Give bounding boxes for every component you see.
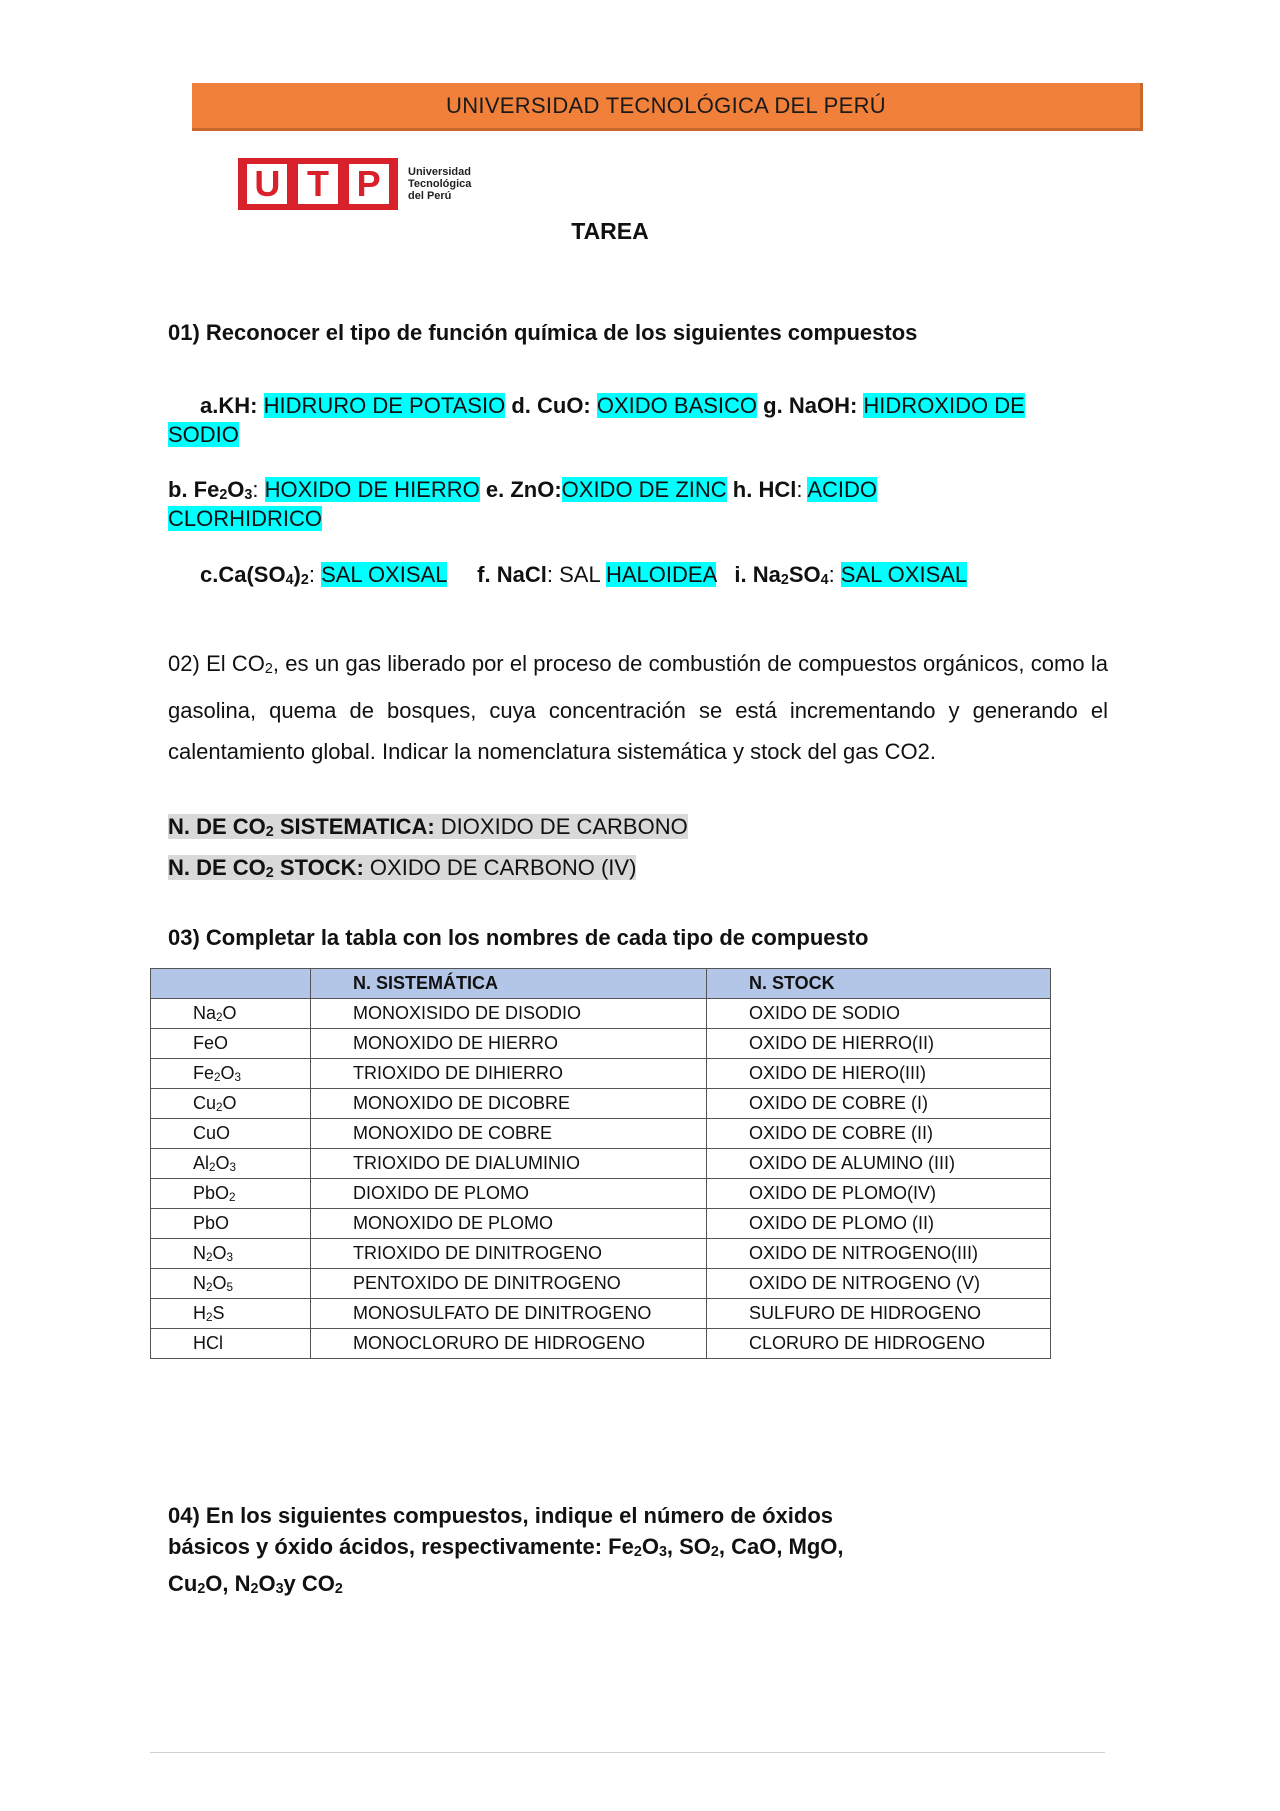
q4-line: básicos y óxido ácidos, respectivamente: $Fe_2O_3$, $SO_2$, CaO, MgO,	[168, 1534, 844, 1561]
sistematica-cell: MONOXISIDO DE DISODIO	[311, 999, 707, 1029]
q1-c-answer: SAL OXISAL	[321, 562, 447, 587]
logo-mark	[238, 158, 398, 210]
table-row	[151, 1179, 1051, 1209]
stock-cell: OXIDO DE HIERRO(II)	[707, 1029, 1051, 1059]
table-row	[151, 1059, 1051, 1089]
q1-heading: 01) Reconocer el tipo de función química de los siguientes compuestos	[168, 320, 918, 345]
q4-line: $Cu_2O$, $N_2O_3y$ $CO_2$	[168, 1571, 343, 1598]
q1-row-1	[200, 391, 1025, 420]
logo-letter-p: P	[349, 164, 389, 204]
q1-i-label: i. $Na_2SO_4$	[734, 562, 829, 589]
stock-cell: OXIDO DE SODIO	[707, 999, 1051, 1029]
q2-sistematica	[168, 812, 688, 847]
header-title: UNIVERSIDAD TECNOLÓGICA DEL PERÚ	[446, 92, 886, 118]
formula-cell: $N_2O_5$	[151, 1269, 311, 1299]
q2-paragraph: 02) El $CO_2$, es un gas liberado por el proceso de combustión de compuestos orgánicos, como la gasolina, quema de bosques, cuya concentración se está incrementando y generando el calentamiento global. Indicar la nomenclatura sistemática y stock del gas CO2.	[168, 651, 1108, 765]
q4-line: 04) En los siguientes compuestos, indique el número de óxidos	[168, 1503, 834, 1528]
table-header-sistematica: N. SISTEMÁTICA	[311, 969, 707, 999]
stock-cell: OXIDO DE NITROGENO (V)	[707, 1269, 1051, 1299]
q1-row-1-wrap	[168, 420, 239, 449]
q1-h-answer: ACIDO	[807, 477, 878, 502]
q1-i-answer: SAL OXISAL	[840, 562, 968, 587]
table-row	[151, 1149, 1051, 1179]
q2-sis-value: DIOXIDO DE CARBONO	[440, 814, 688, 839]
university-header	[192, 83, 1143, 131]
table-row	[151, 1119, 1051, 1149]
q1-d-label: d. CuO:	[511, 393, 591, 418]
formula-cell: FeO	[151, 1029, 311, 1059]
logo-text-line: del Perú	[408, 190, 452, 202]
sistematica-cell: TRIOXIDO DE DINITROGENO	[311, 1239, 707, 1269]
q1-f-plain: SAL	[559, 562, 600, 587]
q1-e-answer: OXIDO DE ZINC	[561, 477, 727, 502]
q1-c-label: $c.Ca(SO_4)_2$	[200, 562, 309, 589]
table-header-formula	[151, 969, 311, 999]
stock-cell: OXIDO DE NITROGENO(III)	[707, 1239, 1051, 1269]
stock-cell: CLORURO DE HIDROGENO	[707, 1329, 1051, 1359]
formula-cell: $Cu_2O$	[151, 1089, 311, 1119]
formula-cell: PbO	[151, 1209, 311, 1239]
q1-row-2-wrap	[168, 504, 322, 533]
q1-b-label: b. $Fe_2O_3$	[168, 477, 253, 504]
q1-g-answer: HIDROXIDO DE	[863, 393, 1025, 418]
q1-d-answer: OXIDO BASICO	[596, 393, 758, 418]
sistematica-cell: DIOXIDO DE PLOMO	[311, 1179, 707, 1209]
formula-cell: $Fe_2O_3$	[151, 1059, 311, 1089]
q2-stock-label: N. DE $CO_2$ STOCK:	[168, 855, 364, 882]
stock-cell: SULFURO DE HIDROGENO	[707, 1299, 1051, 1329]
q1-e-label: e. ZnO:	[485, 477, 562, 502]
sistematica-cell: TRIOXIDO DE DIALUMINIO	[311, 1149, 707, 1179]
stock-cell: OXIDO DE ALUMINO (III)	[707, 1149, 1051, 1179]
sistematica-cell: PENTOXIDO DE DINITROGENO	[311, 1269, 707, 1299]
table-row	[151, 1029, 1051, 1059]
sistematica-cell: MONOSULFATO DE DINITROGENO	[311, 1299, 707, 1329]
q2-stock	[168, 853, 636, 888]
footer-divider	[150, 1752, 1105, 1753]
sistematica-cell: MONOXIDO DE PLOMO	[311, 1209, 707, 1239]
formula-cell: $N_2O_3$	[151, 1239, 311, 1269]
sistematica-cell: MONOCLORURO DE HIDROGENO	[311, 1329, 707, 1359]
formula-cell: PbO$_2$	[151, 1179, 311, 1209]
sistematica-cell: MONOXIDO DE DICOBRE	[311, 1089, 707, 1119]
table-row	[151, 1269, 1051, 1299]
table-row	[151, 1239, 1051, 1269]
q1-h-label: h. HCl	[732, 477, 797, 502]
q1-f-answer: HALOIDEA	[606, 562, 717, 587]
oxide-table	[150, 968, 1051, 1359]
q2-sis-label: N. DE $CO_2$ SISTEMATICA:	[168, 814, 435, 841]
q1-h-answer-cont: CLORHIDRICO	[168, 506, 323, 531]
table-row	[151, 1299, 1051, 1329]
formula-cell: $Al_2O_3$	[151, 1149, 311, 1179]
formula-cell: $Na_2O$	[151, 999, 311, 1029]
sistematica-cell: MONOXIDO DE HIERRO	[311, 1029, 707, 1059]
stock-cell: OXIDO DE HIERO(III)	[707, 1059, 1051, 1089]
table-row	[151, 1209, 1051, 1239]
logo-text-line: Universidad	[408, 166, 471, 178]
stock-cell: OXIDO DE COBRE (I)	[707, 1089, 1051, 1119]
logo-wordmark	[408, 166, 471, 202]
q1-f-label: f. NaCl	[477, 562, 547, 587]
sistematica-cell: MONOXIDO DE COBRE	[311, 1119, 707, 1149]
stock-cell: OXIDO DE PLOMO(IV)	[707, 1179, 1051, 1209]
q3-heading: 03) Completar la tabla con los nombres de cada tipo de compuesto	[168, 925, 869, 950]
stock-cell: OXIDO DE COBRE (II)	[707, 1119, 1051, 1149]
table-row	[151, 1089, 1051, 1119]
q1-g-answer-cont: SODIO	[168, 422, 239, 447]
table-header-stock: N. STOCK	[707, 969, 1051, 999]
logo-text-line: Tecnológica	[408, 178, 472, 190]
stock-cell: OXIDO DE PLOMO (II)	[707, 1209, 1051, 1239]
q4-text	[168, 1500, 948, 1605]
formula-cell: $H_2S$	[151, 1299, 311, 1329]
q1-g-label: g. NaOH:	[763, 393, 858, 418]
q1-a-answer: HIDRURO DE POTASIO	[263, 393, 506, 418]
q1-row-3: $c.Ca(SO_4)_2$: SAL OXISAL f. NaCl: SAL HALOIDEA i. $Na_2SO_4$: SAL OXISAL	[200, 562, 968, 589]
sistematica-cell: TRIOXIDO DE DIHIERRO	[311, 1059, 707, 1089]
formula-cell: CuO	[151, 1119, 311, 1149]
q2-stock-value: OXIDO DE CARBONO (IV)	[369, 855, 637, 880]
table-row	[151, 999, 1051, 1029]
q1-b-answer: HOXIDO DE HIERRO	[264, 477, 480, 502]
table-row	[151, 1329, 1051, 1359]
logo-letter-u: U	[247, 164, 287, 204]
page-title: TAREA	[571, 218, 649, 244]
q1-row-2: b. $Fe_2O_3$: HOXIDO DE HIERRO e. ZnO:OXIDO DE ZINC h. HCl: ACIDO	[168, 477, 878, 504]
logo-letter-t: T	[298, 164, 338, 204]
formula-cell: HCl	[151, 1329, 311, 1359]
table-header-row	[151, 969, 1051, 999]
utp-logo	[238, 158, 471, 210]
q1-a-label: a.KH:	[200, 393, 258, 418]
